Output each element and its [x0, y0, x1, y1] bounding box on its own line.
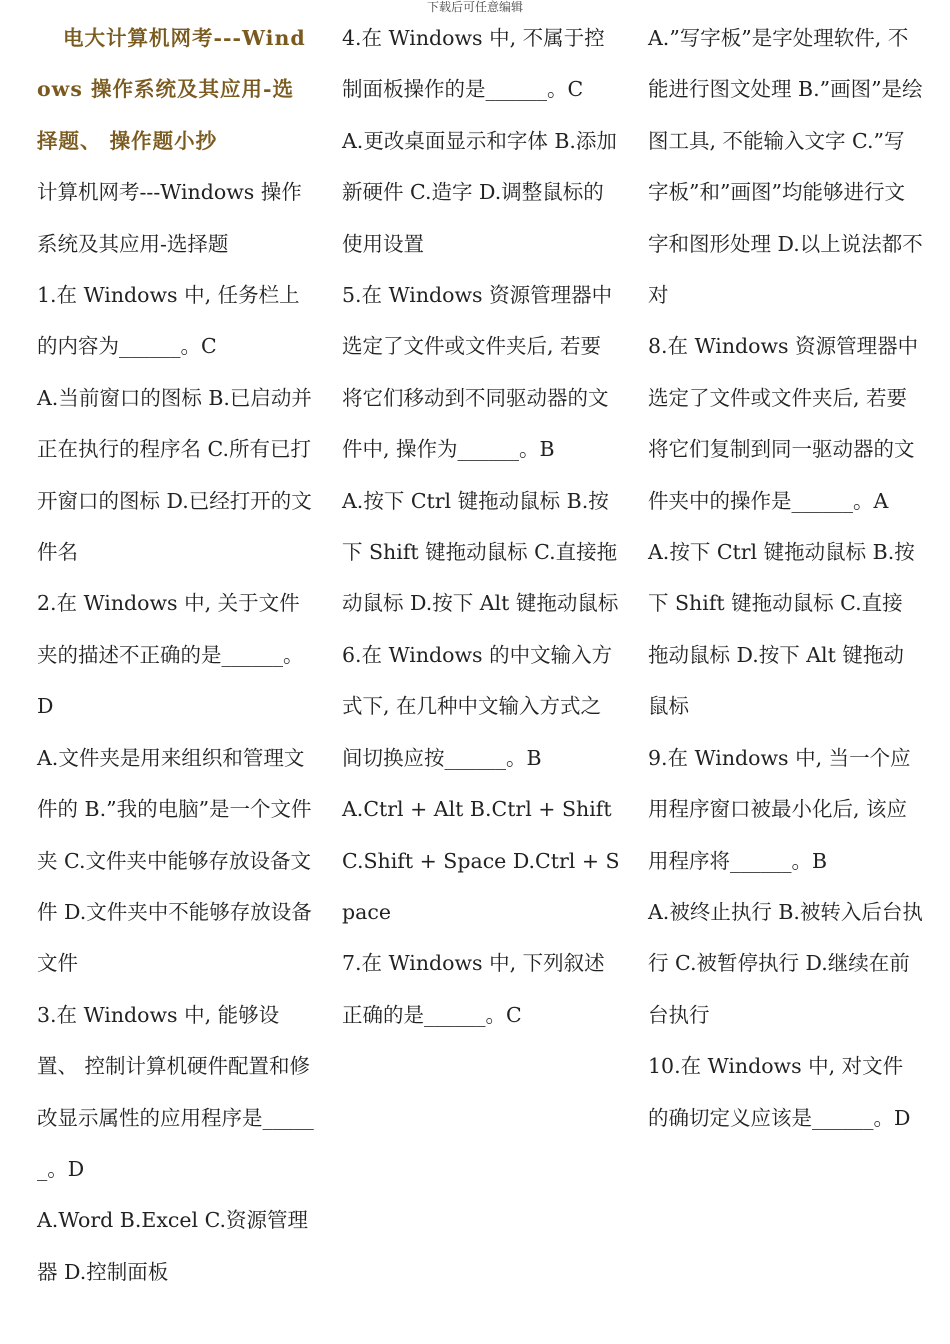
page-header: 下载后可任意编辑 — [426, 0, 523, 14]
question-1: 1.在 Windows 中, 任务栏上的内容为______。C — [37, 283, 300, 359]
document-subtitle: 计算机网考---Windows 操作系统及其应用-选择题 — [37, 180, 302, 256]
question-5: 5.在 Windows 资源管理器中选定了文件或文件夹后, 若要将它们移动到不同驱动器的文件中, 操作为______。B — [342, 283, 613, 462]
column-3 — [648, 13, 923, 1144]
question-7: 7.在 Windows 中, 下列叙述正确的是______。C — [342, 951, 605, 1027]
column-2 — [342, 13, 620, 1041]
question-7-options: A.”写字板”是字处理软件, 不能进行图文处理 B.”画图”是绘图工具, 不能输入文字 C.”写字板”和”画图”均能够进行文字和图形处理 D.以上说法都不对 — [648, 26, 923, 308]
question-8: 8.在 Windows 资源管理器中选定了文件或文件夹后, 若要将它们复制到同一驱动器的文件夹中的操作是______。A — [648, 334, 919, 513]
question-3: 3.在 Windows 中, 能够设置、 控制计算机硬件配置和修改显示属性的应用程序是______。D — [37, 1002, 314, 1181]
question-9-options: A.被终止执行 B.被转入后台执行 C.被暂停执行 D.继续在前台执行 — [648, 899, 923, 1027]
question-3-options: A.Word B.Excel C.资源管理器 D.控制面板 — [37, 1208, 309, 1284]
question-6: 6.在 Windows 的中文输入方式下, 在几种中文输入方式之间切换应按______。B — [342, 642, 613, 770]
question-4: 4.在 Windows 中, 不属于控制面板操作的是______。C — [342, 26, 605, 102]
question-5-options: A.按下 Ctrl 键拖动鼠标 B.按下 Shift 键拖动鼠标 C.直接拖动鼠标 D.按下 Alt 键拖动鼠标 — [342, 488, 619, 616]
question-2-options: A.文件夹是用来组织和管理文件的 B.”我的电脑”是一个文件夹 C.文件夹中能够存放设备文件 D.文件夹中不能够存放设备文件 — [37, 745, 312, 976]
document-title: 电大计算机网考---Windows 操作系统及其应用-选择题、 操作题小抄 — [37, 26, 306, 153]
column-1 — [37, 13, 315, 1298]
question-1-options: A.当前窗口的图标 B.已启动并正在执行的程序名 C.所有已打开窗口的图标 D.已经打开的文件名 — [37, 385, 312, 565]
question-4-options: A.更改桌面显示和字体 B.添加新硬件 C.造字 D.调整鼠标的使用设置 — [342, 128, 617, 256]
question-9: 9.在 Windows 中, 当一个应用程序窗口被最小化后, 该应用程序将______。B — [648, 745, 911, 873]
question-6-options: A.Ctrl + Alt B.Ctrl + Shift C.Shift + Space D.Ctrl + Space — [342, 797, 620, 924]
question-8-options: A.按下 Ctrl 键拖动鼠标 B.按下 Shift 键拖动鼠标 C.直接拖动鼠标 D.按下 Alt 键拖动鼠标 — [648, 540, 915, 719]
question-2: 2.在 Windows 中, 关于文件夹的描述不正确的是______。D — [37, 591, 304, 719]
question-10: 10.在 Windows 中, 对文件的确切定义应该是______。D — [648, 1054, 911, 1130]
